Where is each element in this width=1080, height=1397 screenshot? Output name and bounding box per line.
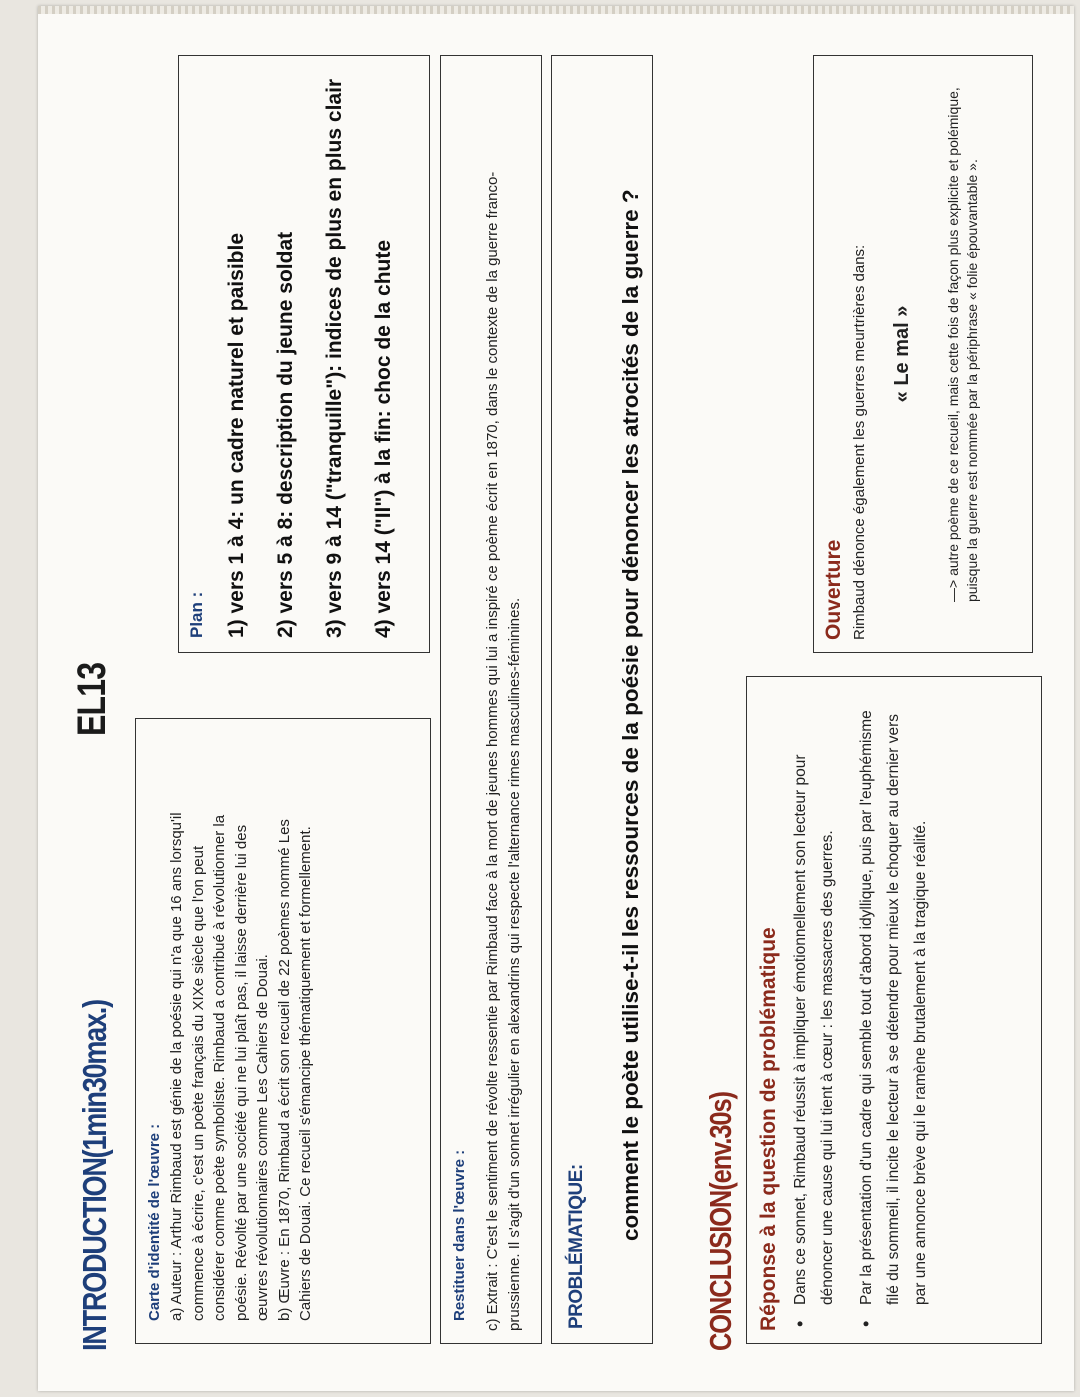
plan-item: 3) vers 9 à 14 ("tranquille"): indices de plus en plus clair	[323, 78, 346, 638]
sheet-code: EL13	[70, 662, 114, 736]
carte-line: considérer comme poète symboliste. Rimbaud a contribué à révolutionner la	[211, 814, 228, 1321]
note-line: —> autre poème de ce recueil, mais cette fois de façon plus explicite et polémique,	[944, 87, 961, 602]
carte-line: b) Œuvre : En 1870, Rimbaud a écrit son recueil de 22 poèmes nommé Les	[275, 819, 293, 1321]
ouverture-label: Ouverture	[822, 539, 845, 640]
restituer-line: c) Extrait : C'est le sentiment de révolte ressentie par Rimbaud face à la mort de jeunes hommes qui lui a inspiré ce poème écrit en 1870, dans le contexte de la guerre franco-	[484, 171, 501, 1331]
carte-line: a) Auteur : Arthur Rimbaud est génie de la poésie qui n'a que 16 ans lorsqu'il	[168, 812, 185, 1321]
conclusion-title: CONCLUSION(env.30s)	[703, 1092, 738, 1351]
carte-identite-box	[135, 718, 431, 1344]
problematique-question: comment le poète utilise-t-il les ressources de la poésie pour dénoncer les atrocités de la guerre ?	[618, 189, 643, 1241]
ouverture-box	[813, 55, 1033, 653]
bullet-line: dénoncer une cause qui lui tient à cœur : les massacres des guerres.	[819, 830, 836, 1305]
ouverture-note	[944, 68, 982, 640]
reponse-bullet-2	[853, 689, 934, 1331]
carte-label: Carte d'identité de l'œuvre :	[146, 1123, 163, 1321]
restituer-label: Restituer dans l'œuvre :	[451, 1149, 468, 1321]
carte-line: œuvres révolutionnaires comme Les Cahiers de Douai.	[254, 954, 271, 1321]
restituer-box	[440, 55, 542, 1344]
restituer-line: prussienne. Il s'agit d'un sonnet irrégulier en alexandrins qui respecte l'alternance rimes masculines-féminines.	[505, 597, 523, 1331]
carte-text	[166, 731, 317, 1331]
reponse-bullet-1	[787, 689, 841, 1331]
carte-line: commence à écrire, c'est un poète français du XIXe siècle que l'on peut	[189, 845, 207, 1321]
ouverture-poem: « Le mal »	[890, 305, 913, 403]
reponse-box	[746, 676, 1042, 1344]
restituer-text	[482, 68, 525, 1331]
bullet-line: par une annonce brève qui le ramène brutalement à la tragique réalité.	[912, 820, 929, 1305]
plan-item: 4) vers 14 ("Il") à la fin: choc de la chute	[372, 239, 395, 638]
problematique-label: PROBLÉMATIQUE:	[566, 1164, 587, 1329]
bullet-line: • Dans ce sonnet, Rimbaud réussit à impliquer émotionnellement son lecteur pour	[792, 754, 809, 1305]
note-line: puisque la guerre est nommée par la périphrase « folie épouvantable ».	[963, 159, 980, 602]
bullet-line: • Par la présentation d'un cadre qui semble tout d'abord idyllique, puis par l'euphémisme	[858, 710, 875, 1305]
plan-label: Plan :	[187, 591, 206, 638]
reponse-label: Réponse à la question de problématique	[757, 927, 780, 1331]
plan-box	[178, 55, 430, 653]
plan-item: 1) vers 1 à 4: un cadre naturel et paisible	[225, 233, 248, 638]
introduction-title: INTRODUCTION(1min30max.)	[76, 1000, 113, 1351]
plan-item: 2) vers 5 à 8: description du jeune soldat	[274, 231, 297, 638]
ouverture-intro: Rimbaud dénonce également les guerres meurtrières dans:	[851, 244, 868, 640]
rotated-page	[38, 6, 1074, 1391]
carte-line: Cahiers de Douai. Ce recueil s'émancipe thématiquement et formellement.	[297, 826, 314, 1321]
carte-line: poésie. Révolté par une société qui ne lui plaît pas, il laisse derrière lui des	[232, 824, 250, 1321]
paper-sheet	[38, 6, 1074, 1391]
bullet-line: filé du sommeil, il incite le lecteur à se détendre pour mieux le choquer au dernier vers	[885, 713, 902, 1305]
